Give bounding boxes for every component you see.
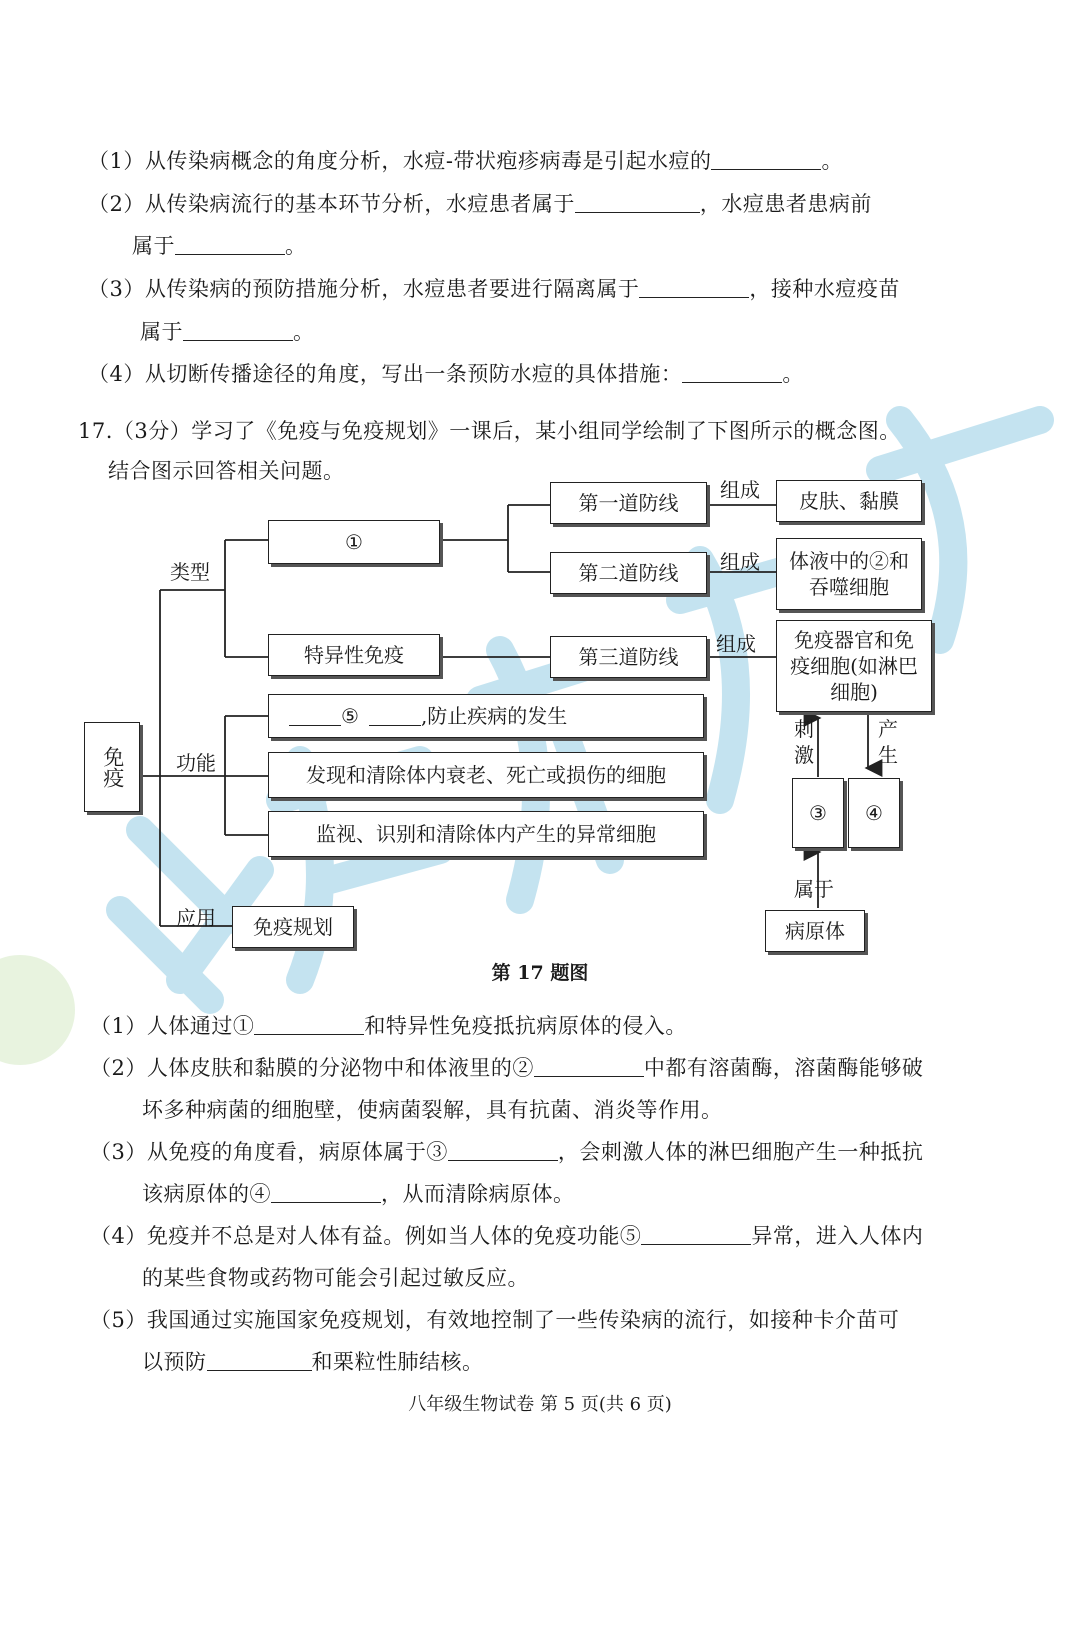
- q16-line-2b: 属于 。: [132, 234, 307, 258]
- q16-line-1: （1）从传染病概念的角度分析，水痘-带状疱疹病毒是引起水痘的 。: [88, 149, 843, 173]
- fluid-box: 体液中的②和吞噬细胞: [776, 538, 922, 610]
- q17-sub-4c: 的某些食物或药物可能会引起过敏反应。: [142, 1266, 529, 1290]
- second-defense-box: 第二道防线: [550, 552, 707, 594]
- q17-sub-5b: 以预防 和栗粒性肺结核。: [142, 1350, 484, 1374]
- specific-immunity-box: 特异性免疫: [268, 634, 440, 676]
- function-label: 功能: [176, 751, 216, 775]
- pathogen-box: 病原体: [765, 910, 865, 952]
- q17-sub-2: （2）人体皮肤和黏膜的分泌物中和体液里的② 中都有溶菌酶，溶菌酶能够破: [90, 1056, 924, 1080]
- q17-header: 17.（3分）学习了《免疫与免疫规划》一课后，某小组同学绘制了下图所示的概念图。: [78, 419, 901, 443]
- function-box-3: 监视、识别和清除体内产生的异常细胞: [268, 811, 704, 857]
- q17-sub-1: （1）人体通过① 和特异性免疫抵抗病原体的侵入。: [90, 1014, 687, 1038]
- root-box: 免疫: [84, 722, 140, 812]
- q17-header-2: 结合图示回答相关问题。: [108, 459, 345, 483]
- skin-box: 皮肤、黏膜: [776, 480, 922, 522]
- figure-caption: 第 17 题图: [491, 962, 589, 984]
- compose-label-3: 组成: [716, 632, 756, 656]
- organs-box: 免疫器官和免疫细胞(如淋巴细胞): [776, 620, 932, 712]
- q17-sub-3c: 该病原体的④ ，从而清除病原体。: [142, 1182, 575, 1206]
- answer-blank[interactable]: [448, 1140, 558, 1161]
- blank-box-4: ④: [848, 778, 900, 848]
- q17-sub-2c: 坏多种病菌的细胞壁，使病菌裂解，具有抗菌、消炎等作用。: [142, 1098, 723, 1122]
- third-defense-box: 第三道防线: [550, 636, 707, 678]
- compose-label-2: 组成: [720, 550, 760, 574]
- q17-sub-4: （4）免疫并不总是对人体有益。例如当人体的免疫功能⑤ 异常，进入人体内: [90, 1224, 924, 1248]
- blank-box-3: ③: [792, 778, 844, 848]
- q16-line-2: （2）从传染病流行的基本环节分析，水痘患者属于 ，水痘患者患病前: [88, 192, 872, 216]
- q17-sub-5: （5）我国通过实施国家免疫规划，有效地控制了一些传染病的流行，如接种卡介苗可: [90, 1308, 900, 1332]
- apply-label: 应用: [176, 906, 216, 930]
- answer-blank[interactable]: [534, 1056, 644, 1077]
- first-defense-box: 第一道防线: [550, 482, 707, 524]
- q16-line-3b: 属于 。: [140, 320, 315, 344]
- answer-blank[interactable]: [207, 1350, 312, 1371]
- q16-line-3: （3）从传染病的预防措施分析，水痘患者要进行隔离属于 ，接种水痘疫苗: [88, 277, 900, 301]
- answer-blank[interactable]: [641, 1224, 751, 1245]
- q16-line-4: （4）从切断传播途径的角度，写出一条预防水痘的具体措施： 。: [88, 362, 804, 386]
- blank-box-1: ①: [268, 520, 440, 564]
- page-footer: 八年级生物试卷 第 5 页(共 6 页): [408, 1394, 672, 1415]
- function-box-2: 发现和清除体内衰老、死亡或损伤的细胞: [268, 752, 704, 798]
- function-box-1: ⑤ ,防止疾病的发生: [268, 694, 704, 738]
- belong-label: 属于: [794, 877, 834, 901]
- stimulate-label: 刺激: [794, 717, 814, 767]
- immune-plan-box: 免疫规划: [232, 906, 354, 948]
- q17-sub-3: （3）从免疫的角度看，病原体属于③ ，会刺激人体的淋巴细胞产生一种抵抗: [90, 1140, 924, 1164]
- answer-blank[interactable]: [254, 1014, 364, 1035]
- compose-label-1: 组成: [720, 478, 760, 502]
- type-label: 类型: [170, 560, 210, 584]
- produce-label: 产生: [878, 717, 898, 767]
- answer-blank[interactable]: [271, 1182, 381, 1203]
